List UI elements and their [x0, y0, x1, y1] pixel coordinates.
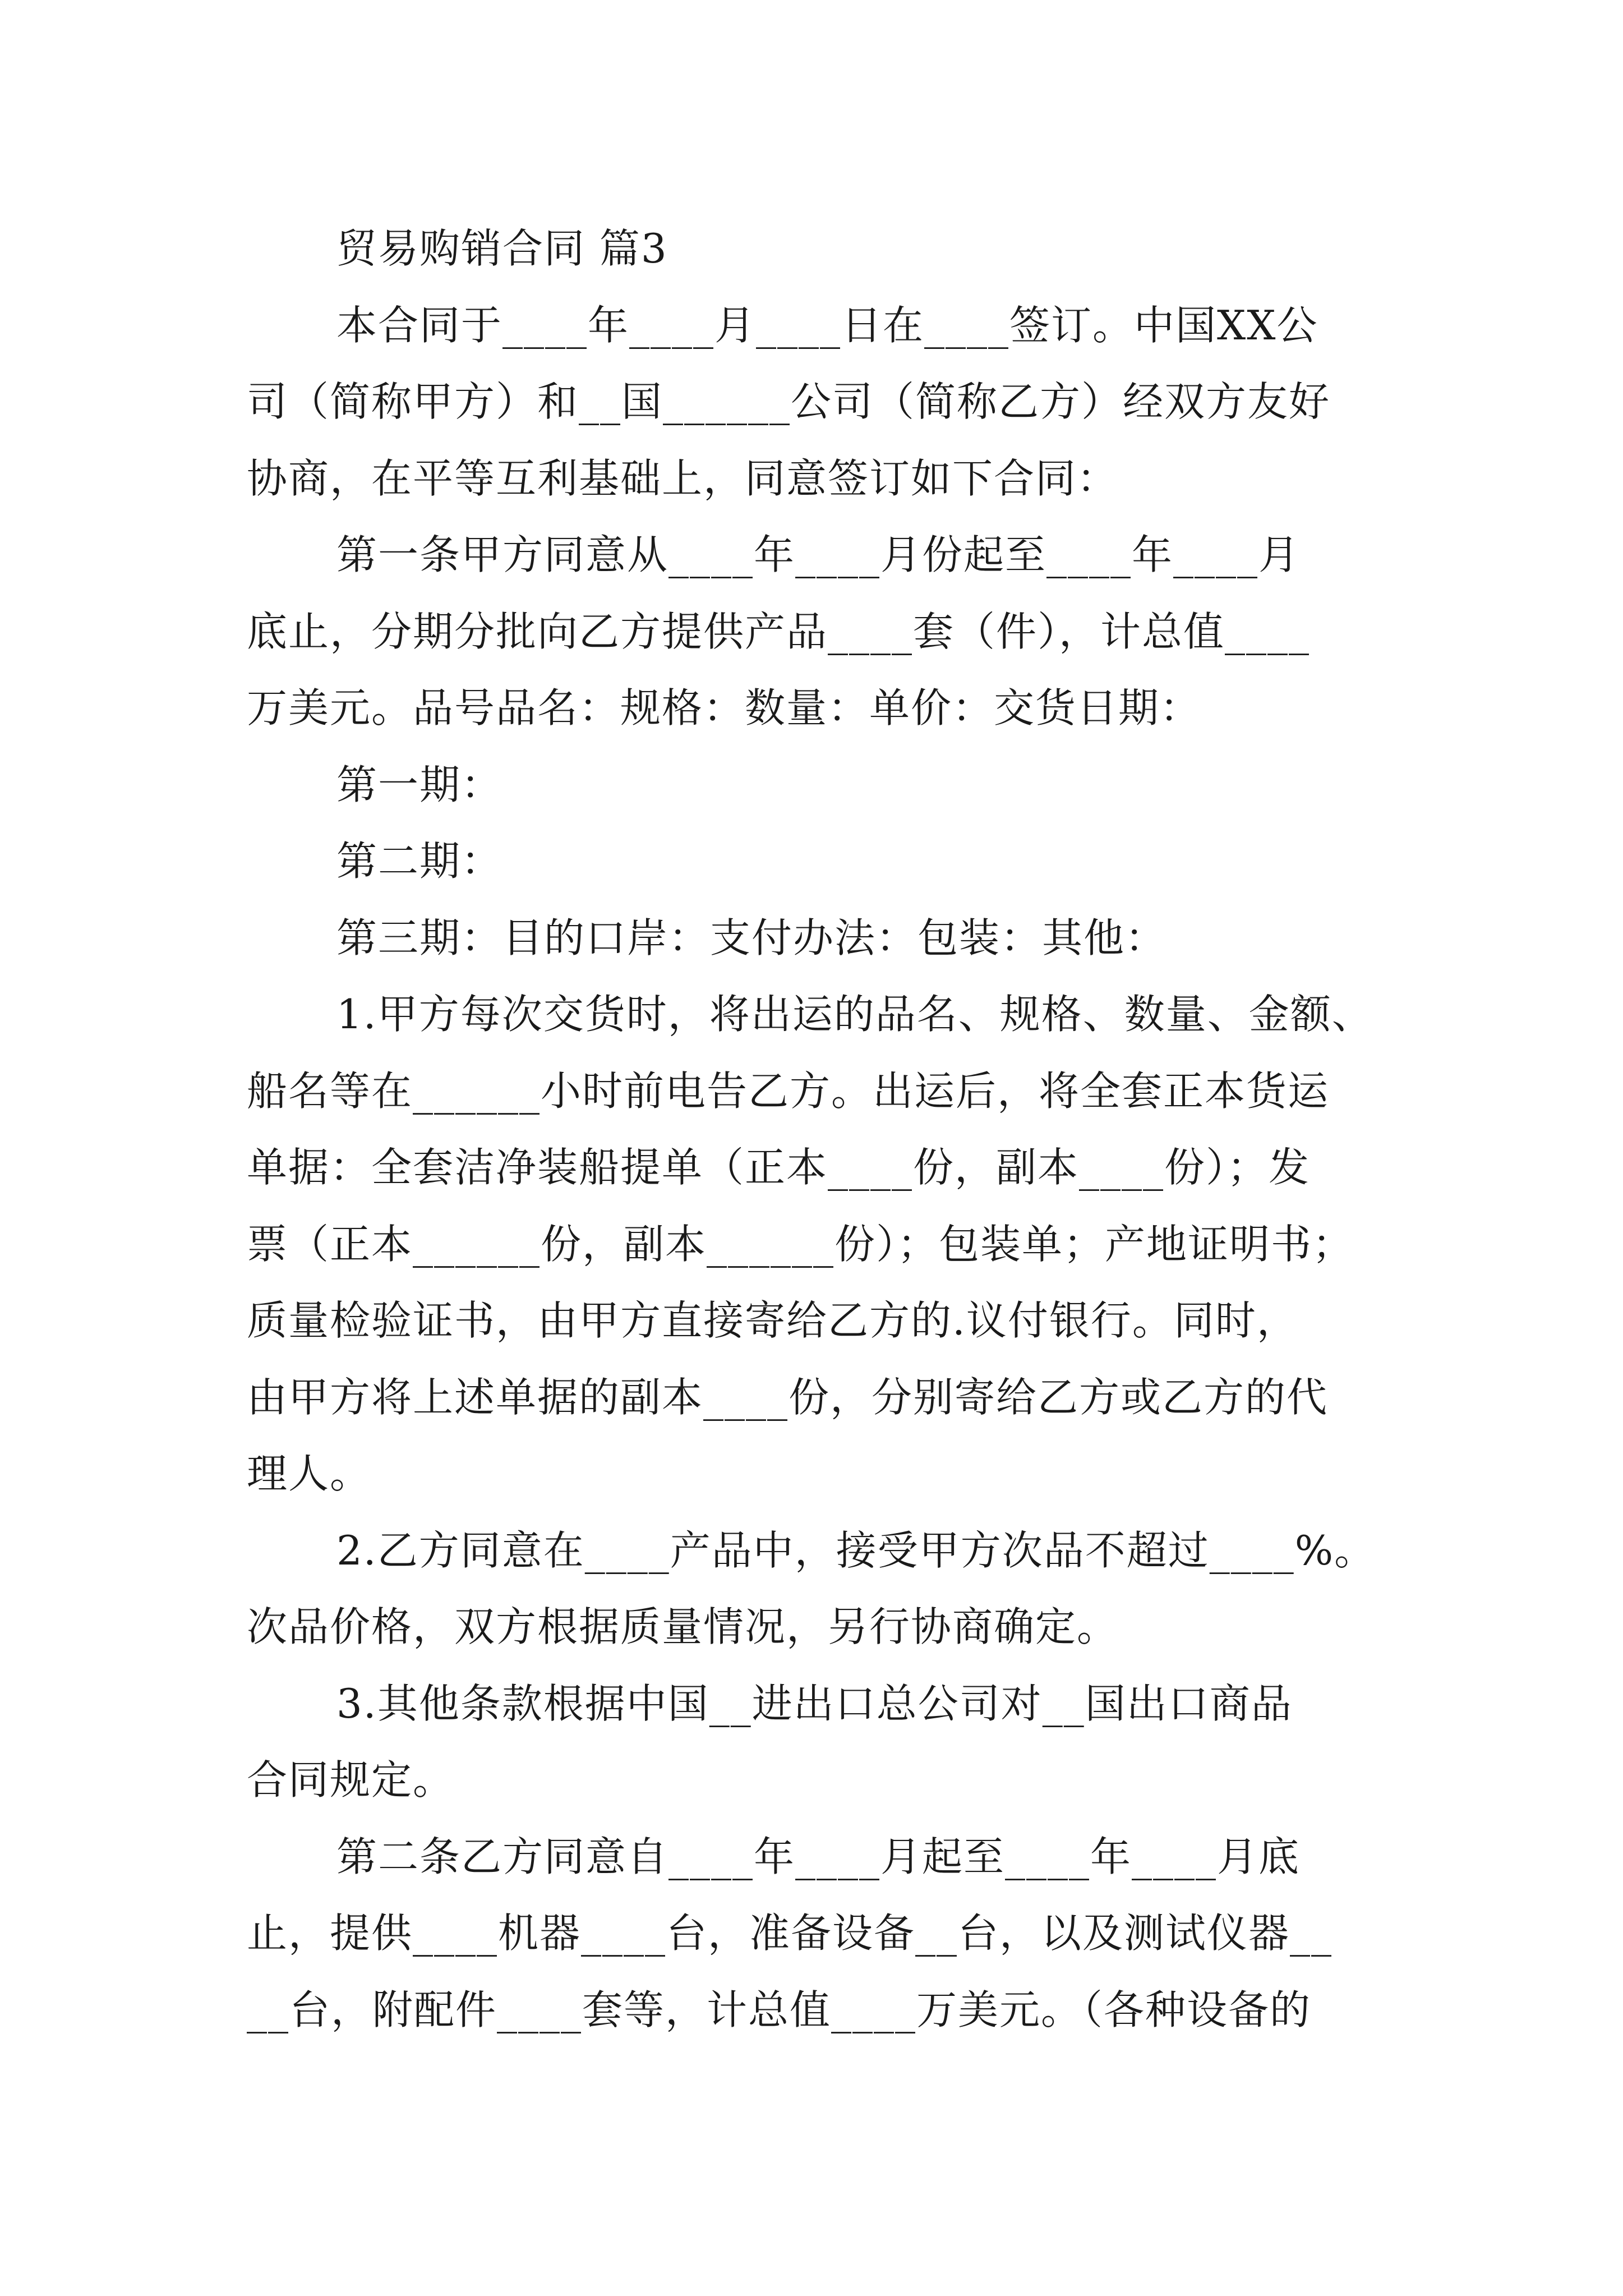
document-line: 理人。 — [247, 1450, 372, 1497]
document-line: 票（正本______份，副本______份）；包装单；产地证明书； — [247, 1220, 1354, 1268]
document-line: 由甲方将上述单据的副本____份，分别寄给乙方或乙方的代 — [247, 1373, 1329, 1421]
document-line: 司（简称甲方）和__国______公司（简称乙方）经双方友好 — [247, 378, 1331, 425]
document-line: 第二条乙方同意自____年____月起至____年____月底 — [336, 1833, 1301, 1880]
document-line: 止，提供____机器____台，准备设备__台，以及测试仪器__ — [247, 1910, 1333, 1957]
document-line: 第二期： — [336, 838, 503, 885]
document-line: 第一条甲方同意从____年____月份起至____年____月 — [336, 531, 1301, 578]
document-body — [247, 210, 1391, 2048]
document-line: __台，附配件____套等，计总值____万美元。（各种设备的 — [247, 1986, 1312, 2033]
document-line: 3.其他条款根据中国__进出口总公司对__国出口商品 — [336, 1680, 1293, 1727]
document-line: 协商，在平等互利基础上，同意签订如下合同： — [247, 454, 1119, 502]
document-line: 万美元。品号品名：规格：数量：单价：交货日期： — [247, 684, 1202, 731]
document-line: 单据：全套洁净装船提单（正本____份，副本____份）；发 — [247, 1144, 1311, 1191]
document-title: 贸易购销合同 篇3 — [336, 225, 668, 272]
document-line: 船名等在______小时前电告乙方。出运后，将全套正本货运 — [247, 1067, 1330, 1115]
document-line: 次品价格，双方根据质量情况，另行协商确定。 — [247, 1603, 1119, 1650]
document-line: 2.乙方同意在____产品中，接受甲方次品不超过____%。 — [336, 1526, 1376, 1574]
document-line: 质量检验证书，由甲方直接寄给乙方的.议付银行。同时， — [247, 1297, 1298, 1344]
document-line: 第一期： — [336, 761, 503, 808]
document-line: 合同规定。 — [247, 1756, 455, 1803]
document-line: 第三期：目的口岸：支付办法：包装：其他： — [336, 914, 1167, 961]
document-line: 底止，分期分批向乙方提供产品____套（件），计总值____ — [247, 608, 1311, 655]
document-line: 1.甲方每次交货时，将出运的品名、规格、数量、金额、 — [336, 991, 1373, 1038]
document-line: 本合同于____年____月____日在____签订。中国XX公 — [336, 301, 1318, 349]
